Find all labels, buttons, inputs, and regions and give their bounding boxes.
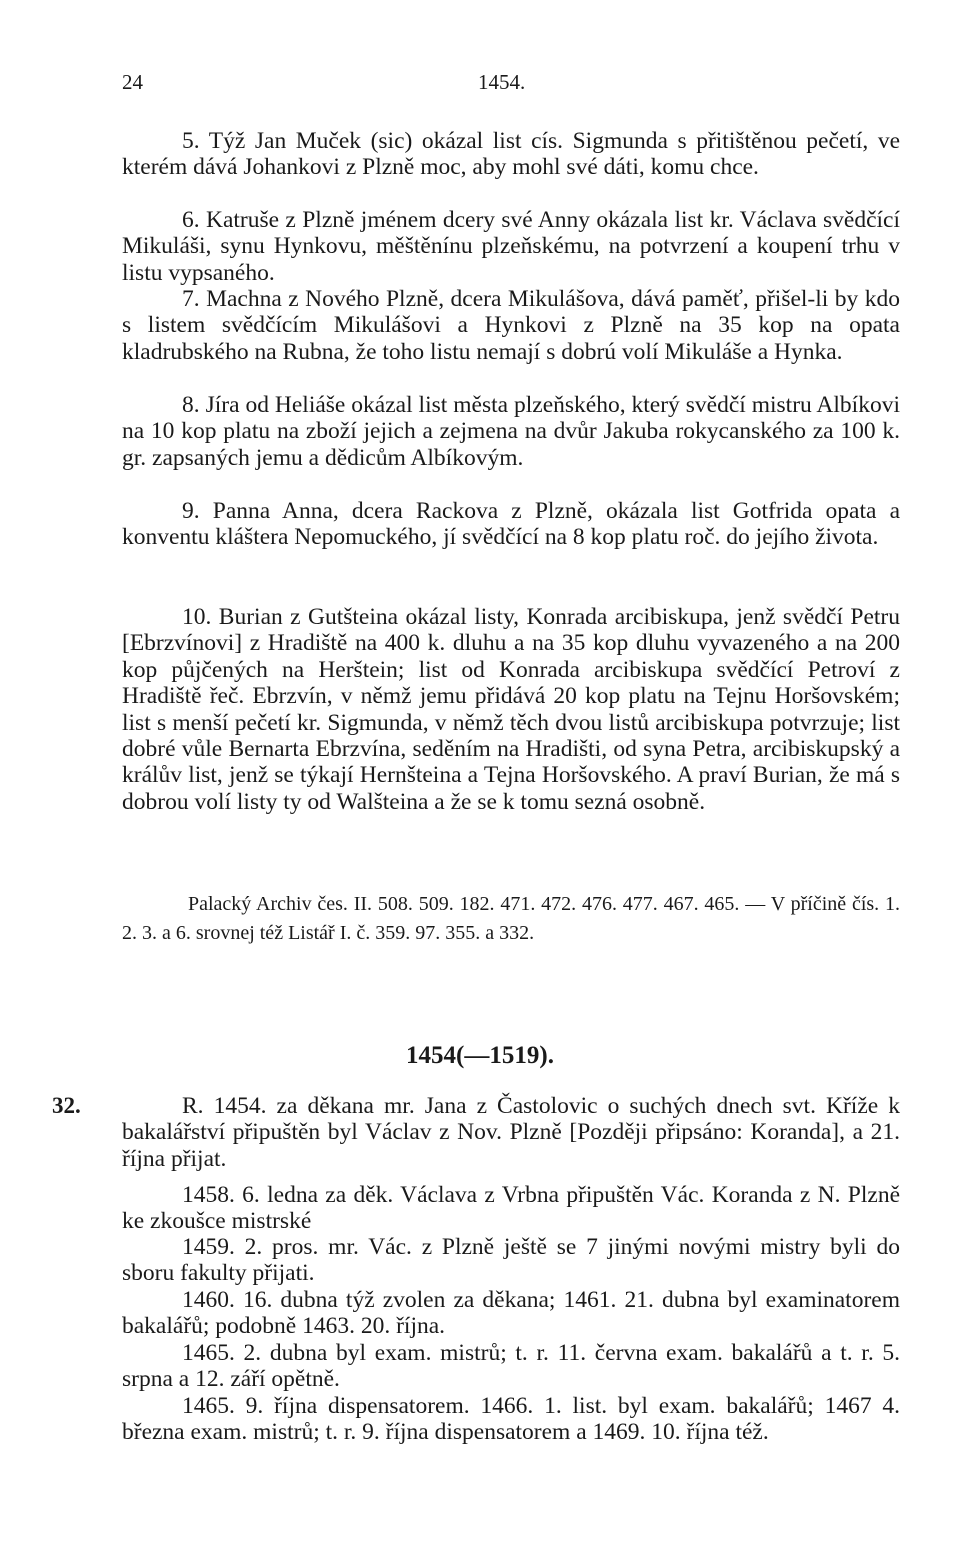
entry-paragraph-1465-april: 1465. 2. dubna byl exam. mistrů; t. r. 11. června exam. bakalářů a t. r. 5. srpna a 12. září opětně. (122, 1340, 900, 1393)
running-head (0, 70, 960, 100)
source-note: Palacký Archiv čes. II. 508. 509. 182. 471. 472. 476. 477. 467. 465. — V příčině čís. 1. 2. 3. a 6. srovnej též Listář I. č. 359. 97. 355. a 332. (122, 893, 900, 944)
paragraph-7: 7. Machna z Nového Plzně, dcera Mikulášova, dává paměť, přišel-li by kdo s listem svědčícím Mikulášovi a Hynkovi z Plzně na 35 kop na opata kladrubského na Rubna, že toho listu nemají s dobrú volí Mikuláše a Hynka. (122, 286, 900, 365)
entry-paragraph-1460: 1460. 16. dubna týž zvolen za děkana; 1461. 21. dubna byl examinatorem bakalářů; podobně 1463. 20. října. (122, 1287, 900, 1340)
running-head-year: 1454. (478, 70, 526, 94)
entry-paragraph-1458: 1458. 6. ledna za děk. Václava z Vrbna připuštěn Vác. Koranda z N. Plzně ke zkoušce mistrské (122, 1182, 900, 1235)
paragraph-9: 9. Panna Anna, dcera Rackova z Plzně, okázala list Gotfrida opata a konventu kláštera Nepomuckého, jí svědčící na 8 kop platu roč. do jejího života. (122, 498, 900, 551)
entry-number: 32. (52, 1093, 81, 1118)
entry-paragraph-1465-october: 1465. 9. října dispensatorem. 1466. 1. list. byl exam. bakalářů; 1467 4. března exam. mistrů; t. r. 9. října dispensatorem a 1469. 10. října též. (122, 1393, 900, 1446)
paragraph-10: 10. Burian z Gutšteina okázal listy, Konrada arcibiskupa, jenž svědčí Petru [Ebrzvínovi] z Hradiště na 400 k. dluhu a na 35 kop dluhu vyvazeného a na 200 kop půjčených na Herštein; list od Konrada arcibiskupa svědčící Petroví z Hradiště řeč. Ebrzvín, v němž jemu přidává 20 kop platu na Tejnu Horšovském; list s menší pečetí kr. Sigmunda, v němž těch dvou listů arcibiskupa potvrzuje; list dobré vůle Bernarta Ebrzvína, seděním na Hradišti, od syna Petra, arcibiskupský a králův list, jenž se týkají Hernšteina a Tejna Horšovského. A praví Burian, že má s dobrou volí listy ty od Walšteina a že se k tomu sezná osobně. (122, 604, 900, 815)
entry-paragraph-1459: 1459. 2. pros. mr. Vác. z Plzně ještě se 7 jinými novými mistry byli do sboru fakulty přijati. (122, 1234, 900, 1287)
entry-paragraph-1454: R. 1454. za děkana mr. Jana z Častolovic o suchých dnech svt. Kříže k bakalářství připuštěn byl Václav z Nov. Plzně [Později připsáno: Koranda], a 21. října přijat. (122, 1093, 900, 1172)
paragraph-6: 6. Katruše z Plzně jménem dcery své Anny okázala list kr. Václava svědčící Mikuláši, synu Hynkovu, měštěnínu plzeňskému, na potvrzení a koupení trhu v listu vypsaného. (122, 207, 900, 286)
page-number: 24 (122, 70, 143, 94)
paragraph-5: 5. Týž Jan Muček (sic) okázal list cís. Sigmunda s přitištěnou pečetí, ve kterém dává Johankovi z Plzně moc, aby mohl své dáti, komu chce. (122, 128, 900, 181)
paragraph-8: 8. Jíra od Heliáše okázal list města plzeňského, který svědčí mistru Albíkovi na 10 kop platu na zboží jejich a zejmena na dvůr Jakuba rokycanského za 100 k. gr. zapsaných jemu a dědicům Albíkovým. (122, 392, 900, 471)
section-title: 1454(—1519). (406, 1042, 554, 1069)
